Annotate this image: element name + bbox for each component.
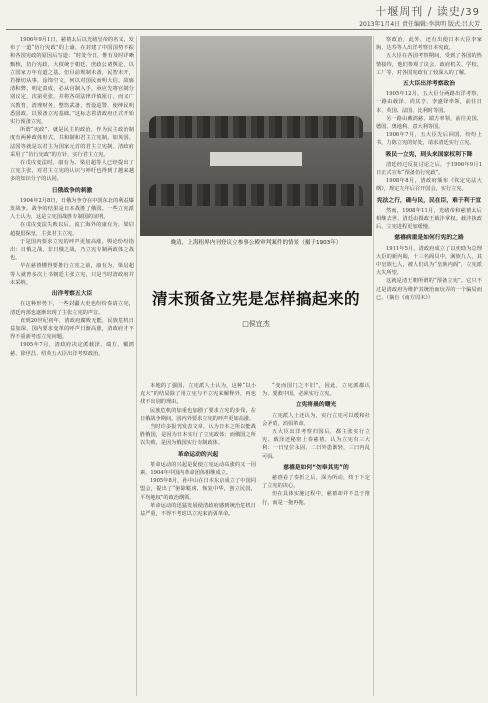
subheading: 五大臣出洋考察政治	[402, 81, 456, 88]
article-title: 清末预备立宪是怎样搞起来的	[151, 290, 360, 308]
paragraph: 在戊戌变法失败以后，流亡海外的康有为、梁启超提倡保皇，主张君主立宪。	[10, 222, 134, 237]
issue-meta: 2013年1月4日 责任编辑:李洪明 版式:吕大芳	[359, 21, 480, 28]
paragraph: 民族危机的加重也加剧了要求立宪的步伐，在日俄战争期间，国内外要求立宪的呼声更加高涨。	[140, 407, 256, 422]
paragraph: “变而国门之不旧”，因此，立宪派都认为，要救中国，必须实行立宪。	[262, 383, 370, 398]
paragraph: 清廷经过反复讨论之后，于1906年9月1日正式宣布“预备仿行宪政”。	[376, 161, 482, 177]
paragraph: 于是国内要求立宪的呼声更加高涨。舆论纷纷指出：日俄之战，非日俄之战，乃立宪专制两政体之战也。	[10, 238, 134, 262]
paragraph: 1904年2月8日，日俄为争夺在中国东北的利益爆发战争。战争的结果是日本战胜了俄国。一些立宪派人士认为，这是立宪国战胜专制国的证明。	[10, 197, 134, 221]
paragraph: 直到20世纪初年，清政府腐败无能，民族危机日益加深，国内要求变革的呼声日渐高涨，清政府才不得不重新考虑立宪问题。	[10, 317, 134, 341]
paragraph: 1905年7月，清政府决定派载泽、端方、戴鸿慈、徐世昌、绍英五大臣出洋考察政治。	[10, 342, 134, 357]
paragraph: 革命运动的迅猛发展使清政府感到统治危机日益严重，不得不考虑以立宪来消弭革命。	[140, 502, 256, 518]
page-number: /39	[460, 7, 480, 18]
subheading: 慈禧病重是如何行宪的之路	[394, 235, 464, 242]
paragraph: 革命运动的兴起是促使立宪运动高涨的又一因素。1904年中国内革命团体相继成立。	[140, 461, 256, 477]
column-1	[10, 36, 134, 696]
header-rule	[6, 29, 482, 30]
subheading: 吸民一立宪，到头来国家权利下降	[385, 151, 473, 158]
column-2	[140, 382, 256, 696]
subheading: 出洋考察五大臣	[51, 291, 93, 298]
page-header	[0, 0, 488, 34]
paragraph: 慈禧看了奏折之后，深为所动，终于下定了立宪的决心。	[262, 475, 370, 490]
column-3	[262, 382, 370, 696]
paragraph: 察政治，此外，还有出使日本大臣李家驹、达寿等人出洋考察日本宪政。	[376, 37, 482, 52]
subheading: 革命运动的兴起	[177, 451, 219, 458]
section-name: 十堰周刊 / 读史	[375, 5, 461, 18]
photo-caption: 晚清，上海租界内刊登议立参事公殿审判案件的情景（摄于1903年）	[170, 240, 342, 246]
paragraph: 在这种形势下，一些封疆大吏也纷纷奏请立宪，清廷内部也逐渐出现了主张立宪的声音。	[10, 301, 134, 316]
paragraph: 1908年8月，清政府颁布《钦定宪法大纲》，规定九年后召开国会，实行立宪。	[376, 178, 482, 193]
subheading: 宪法之行，确与民，民在臣，难于利于宣	[376, 197, 482, 204]
paragraph: 但在具体实施过程中，慈禧却并不急于推行，而是一拖再拖。	[262, 491, 370, 506]
column-4	[376, 36, 482, 696]
section-title	[375, 3, 480, 19]
article-headline	[140, 252, 372, 364]
column-divider	[136, 36, 137, 696]
subheading: 日俄战争的刺激	[51, 187, 93, 194]
paragraph: 五大臣出洋考察归国后，都主张实行立宪。载泽还秘密上奏慈禧，认为立宪有三大利：一曰皇位永固，二曰外患渐轻，三曰内乱可弭。	[262, 429, 370, 460]
paragraph: 然而，1908年11月，光绪帝和慈禧太后相继去世，清廷由摄政王载沣掌权。载沣执政后，立宪进程更加缓慢。	[376, 207, 482, 231]
article-author: □侯宜杰	[242, 320, 270, 328]
paragraph: 1906年7月，五大臣先后回国，纷纷上书，力陈立宪的好处，请求清廷实行立宪。	[376, 132, 482, 147]
paragraph: 1905年8月，孙中山在日本东京成立了中国同盟会，提出了“驱除鞑虏，恢复中华，创立民国，平均地权”的政治纲领。	[140, 478, 256, 501]
photo-figures	[149, 116, 362, 138]
photo-table	[210, 152, 303, 166]
paragraph: 1911年5月，清政府成立了以奕劻为总理大臣的新内阁，十三名阁员中，满族九人，其中皇族七人，被人们讥为“皇族内阁”，立宪派大失所望。	[376, 245, 482, 277]
photo-figures	[149, 184, 362, 206]
paragraph: 1905年12月，五大臣分两路出洋考察，一路由载泽、尚其亨、李盛铎率领，前往日本、英国、法国、比利时等国。	[376, 91, 482, 114]
paragraph: 在戊戌变法时，康有为、梁启超等人已经提出了立宪主张，对君主立宪的认识与呼吁也得到了越来越多的知识分子的认同。	[10, 160, 134, 183]
subheading: 立宪将晨的曙光	[295, 402, 337, 409]
subheading: 慈禧是如何“勿奉其宪”的	[283, 464, 349, 471]
paragraph: 早在慈禧懂得要推行立宪之前，康有为、梁启超等人就曾多次上书朝廷主张立宪，只是当时清政府并未采纳。	[10, 263, 134, 286]
paragraph: 本地的了强国，立宪派人士认为，这种“以小克大”的结局除了用立宪与不立宪来解释外，再也找不出别的理由。	[140, 383, 256, 406]
column-divider	[373, 36, 374, 696]
paragraph: 这就是清王朝所谓的“预备立宪”。它只不过是清政府为维护其统治而玩弄的一个骗局而已。（摘自《南方周末》）	[376, 278, 482, 301]
paragraph: 另一路由戴鸿慈、端方率领，前往美国、德国、奥地利、意大利等国。	[376, 115, 482, 131]
paragraph: 1906年9月1日，慈禧太后以光绪皇帝的名义，发布了一道“仿行宪政”的上谕，在封建了中国国势不振和各国宪政的原因后写道：“时处今日，惟有及时详晰甄核，仿行宪政，大权统于朝廷，庶政公诸舆论，以立国家万年有道之基。但目前规制未备，民智未开，若操切从事，涂饰空文，何以对国民而明大信。故廓清积弊，明定责成，必从官制入手，亟应先将官制分别议定，次第更张。并将各项法律详慎厘订，而又广兴教育，清理财务，整饬武备，普设巡警，使绅民明悉国政，以预备立宪基础。”这标志着清政府正式开始实行预备立宪。	[10, 37, 134, 126]
paragraph: 当时许多报刊发表文章，认为日本之所以能战胜俄国，是因为日本实行了立宪政体；而俄国之所以失败，是因为俄国实行专制政体。	[140, 424, 256, 447]
paragraph: 五大臣在各国考察期间，受到了各国的热情接待，他们参观了议会、政府机关、学校、工厂等，对各国宪政有了较深入的了解。	[376, 53, 482, 76]
historical-photo	[140, 36, 372, 236]
paragraph: 所谓“宪政”，就是民主的政治，作为民主政治制度有两种政体形式，共和制和君主立宪制。如英国、法国等就是以君主为国家元首的君主立宪制。清政府采用了“仿行宪政”的方针，实行君主立宪。	[10, 127, 134, 158]
paragraph: 立宪派人士还认为，实行立宪可以缓和社会矛盾，消弭革命。	[262, 412, 370, 427]
